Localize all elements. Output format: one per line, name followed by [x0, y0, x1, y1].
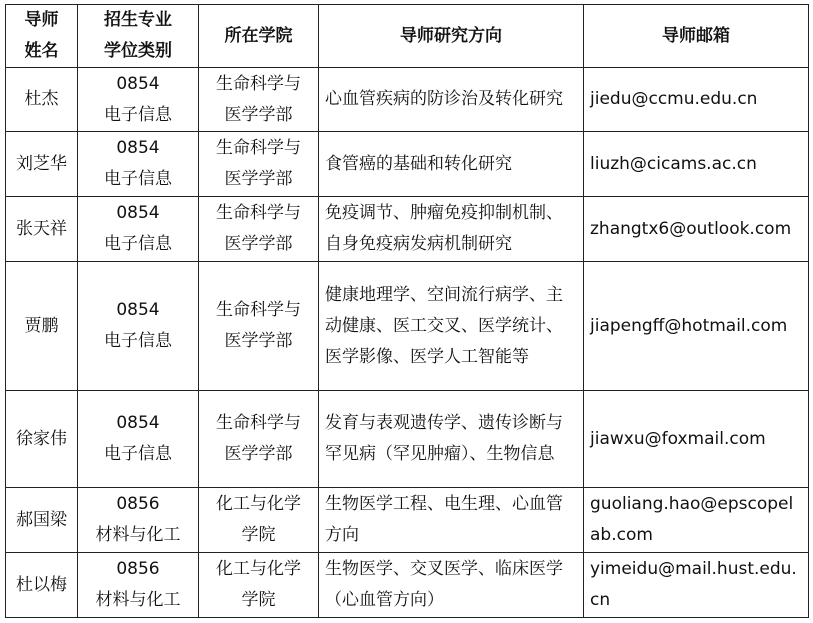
advisor-name: 杜以梅	[6, 553, 78, 618]
major-cell: 0856 材料与化工	[78, 553, 199, 618]
table-row	[6, 197, 809, 262]
table-row	[6, 553, 809, 618]
research-direction: 发育与表观遗传学、遗传诊断与罕见病（罕见肿瘤）、生物信息	[319, 391, 584, 488]
school-cell: 化工与化学 学院	[199, 488, 319, 553]
advisor-name: 杜杰	[6, 68, 78, 132]
research-direction: 食管癌的基础和转化研究	[319, 132, 584, 197]
advisor-name: 贾鹏	[6, 262, 78, 391]
major-cell: 0854 电子信息	[78, 132, 199, 197]
major-cell: 0854 电子信息	[78, 391, 199, 488]
school-cell: 生命科学与 医学学部	[199, 262, 319, 391]
major-cell: 0854 电子信息	[78, 262, 199, 391]
email-cell[interactable]: guoliang.hao@epscopelab.com	[584, 488, 809, 553]
major-cell: 0854 电子信息	[78, 197, 199, 262]
research-direction: 心血管疾病的防诊治及转化研究	[319, 68, 584, 132]
table-row	[6, 262, 809, 391]
research-direction: 免疫调节、肿瘤免疫抑制机制、自身免疫病发病机制研究	[319, 197, 584, 262]
table-row	[6, 391, 809, 488]
advisor-name: 徐家伟	[6, 391, 78, 488]
major-cell: 0854 电子信息	[78, 68, 199, 132]
header-name: 导师 姓名	[6, 5, 78, 68]
major-cell: 0856 材料与化工	[78, 488, 199, 553]
school-cell: 生命科学与 医学学部	[199, 68, 319, 132]
research-direction: 生物医学、交叉医学、临床医学（心血管方向）	[319, 553, 584, 618]
advisor-table	[5, 4, 809, 618]
school-cell: 化工与化学 学院	[199, 553, 319, 618]
email-cell[interactable]: jiapengff@hotmail.com	[584, 262, 809, 391]
header-school: 所在学院	[199, 5, 319, 68]
email-cell[interactable]: jiawxu@foxmail.com	[584, 391, 809, 488]
email-cell[interactable]: yimeidu@mail.hust.edu.cn	[584, 553, 809, 618]
advisor-name: 张天祥	[6, 197, 78, 262]
header-email: 导师邮箱	[584, 5, 809, 68]
email-cell[interactable]: liuzh@cicams.ac.cn	[584, 132, 809, 197]
advisor-name: 刘芝华	[6, 132, 78, 197]
school-cell: 生命科学与 医学学部	[199, 391, 319, 488]
email-cell[interactable]: jiedu@ccmu.edu.cn	[584, 68, 809, 132]
advisor-name: 郝国梁	[6, 488, 78, 553]
school-cell: 生命科学与 医学学部	[199, 132, 319, 197]
research-direction: 生物医学工程、电生理、心血管方向	[319, 488, 584, 553]
research-direction: 健康地理学、空间流行病学、主动健康、医工交叉、医学统计、医学影像、医学人工智能等	[319, 262, 584, 391]
table-header-row	[6, 5, 809, 68]
table-row	[6, 132, 809, 197]
table-row	[6, 488, 809, 553]
header-direction: 导师研究方向	[319, 5, 584, 68]
email-cell[interactable]: zhangtx6@outlook.com	[584, 197, 809, 262]
school-cell: 生命科学与 医学学部	[199, 197, 319, 262]
header-major: 招生专业 学位类别	[78, 5, 199, 68]
table-row	[6, 68, 809, 132]
